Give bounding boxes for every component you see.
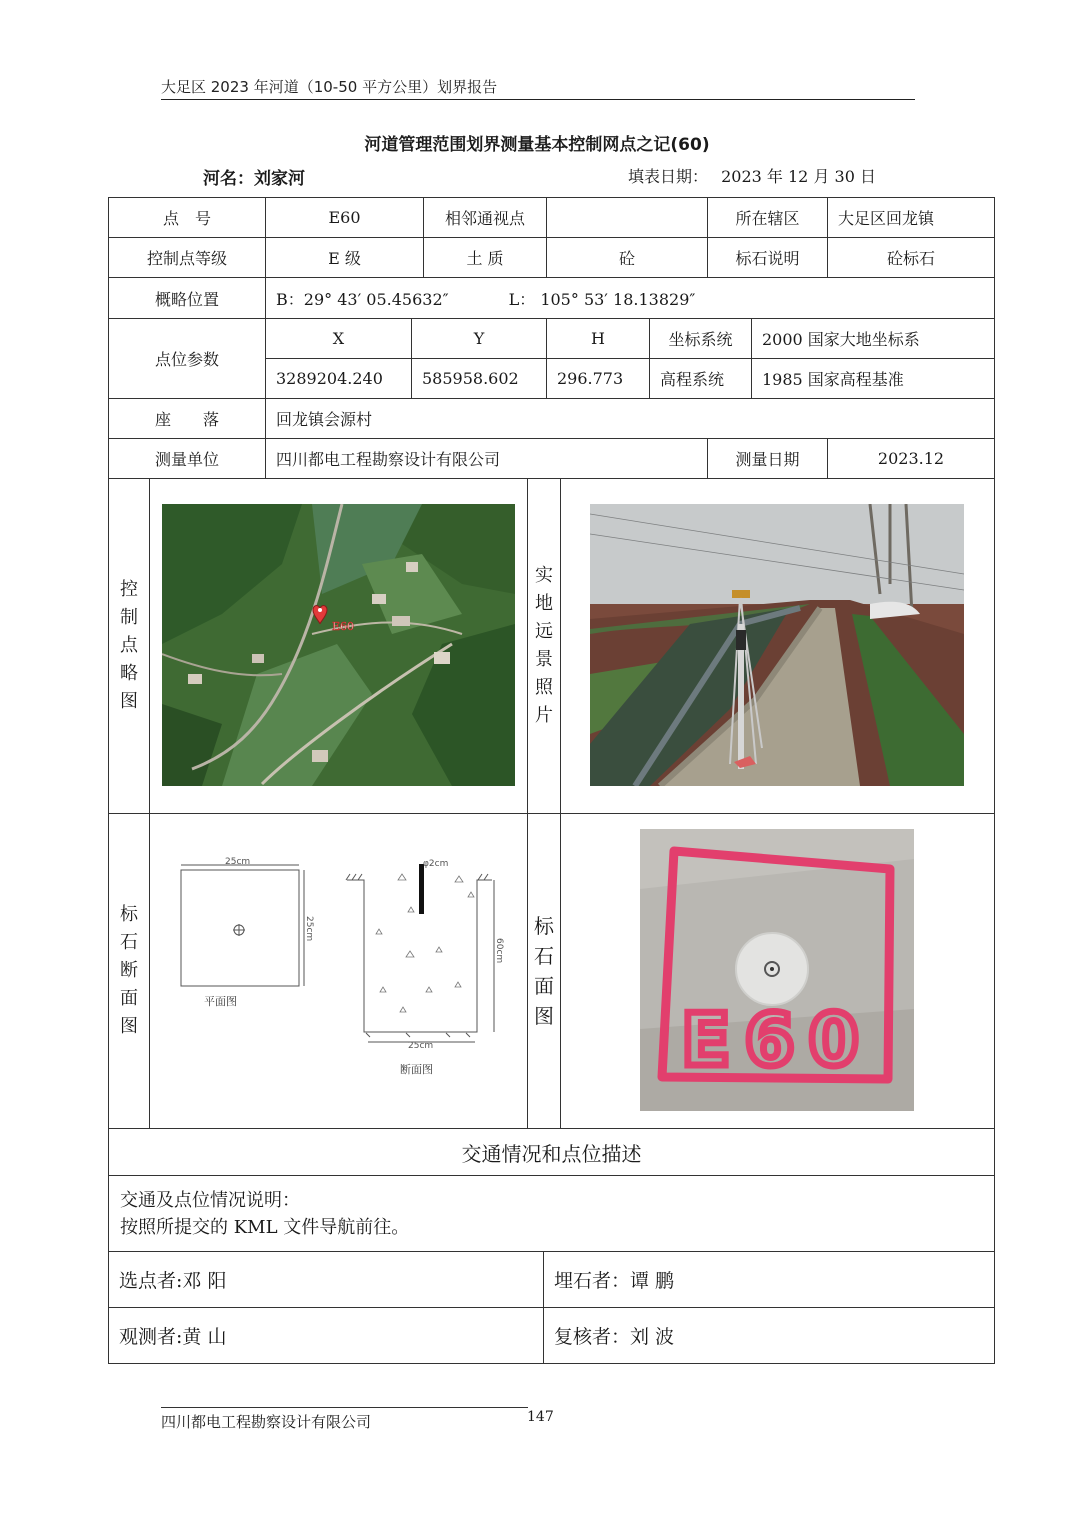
photo-label: 实 地 远 景 照 片 [527,478,561,814]
h-value: 296.773 [546,358,650,399]
x-value: 3289204.240 [265,358,412,399]
fill-date-value: 2023 年 12 月 30 日 [721,167,876,186]
adjacent-value [546,197,708,238]
section-label: 标 石 断 面 图 [108,813,150,1129]
survey-date: 2023.12 [827,438,995,479]
depth-label: 60cm [494,938,504,964]
unit-label: 测量单位 [108,438,266,479]
checker: 复核者：刘 波 [543,1307,995,1364]
stone-section-diagram [170,852,510,1082]
traffic-line-2: 按照所提交的 KML 文件导航前往。 [120,1216,410,1238]
y-value: 585958.602 [411,358,547,399]
soil-label: 土 质 [423,237,547,278]
section-caption: 断面图 [400,1063,433,1076]
longitude: L： 105° 53′ 18.13829″ [508,289,696,309]
page-title: 河道管理范围划界测量基本控制网点之记(60) [364,135,710,155]
approx-label: 概略位置 [108,277,266,319]
h-label: H [546,318,650,359]
height-sys-label: 高程系统 [649,358,752,399]
selector: 选点者:邓 阳 [108,1251,544,1308]
fill-date-label: 填表日期： [628,167,709,186]
footer-company: 四川都电工程勘察设计有限公司 [161,1413,372,1431]
grade: E 级 [265,237,424,278]
point-no: E60 [265,197,424,238]
params-label: 点位参数 [108,318,266,399]
plan-width-label: 25cm [225,857,251,867]
header-rule [161,99,915,100]
point-no-label: 点 号 [108,197,266,238]
y-label: Y [411,318,547,359]
x-label: X [265,318,412,359]
page-header: 大足区 2023 年河道（10-50 平方公里）划界报告 [161,78,498,96]
rod-label: φ2cm [423,859,449,869]
page-number: 147 [527,1409,554,1425]
site-photo [590,504,964,786]
fill-date [628,164,876,187]
district-label: 所在辖区 [707,197,828,238]
date-label: 测量日期 [707,438,828,479]
burier: 埋石者：谭 鹏 [543,1251,995,1308]
location: 回龙镇会源村 [265,398,995,439]
map-marker-label: E60 [332,620,355,633]
marker-label: 标石说明 [707,237,828,278]
observer: 观测者:黄 山 [108,1307,544,1364]
traffic-line-1: 交通及点位情况说明： [120,1189,300,1211]
grade-label: 控制点等级 [108,237,266,278]
coord-sys: 2000 国家大地坐标系 [751,318,995,359]
stone-face-photo [640,829,914,1111]
traffic-heading: 交通情况和点位描述 [108,1128,995,1176]
base-label: 25cm [408,1041,434,1051]
face-label: 标 石 面 图 [527,813,561,1129]
plan-caption: 平面图 [204,995,237,1008]
coord-sys-label: 坐标系统 [649,318,752,359]
sketch-label: 控 制 点 略 图 [108,478,150,814]
river-name: 河名：刘家河 [203,169,305,189]
district: 大足区回龙镇 [827,197,995,238]
footer-rule [161,1407,528,1408]
adjacent-label: 相邻通视点 [423,197,547,238]
marker: 砼标石 [827,237,995,278]
approx-position [265,277,995,319]
traffic-desc [108,1175,995,1252]
survey-unit: 四川都电工程勘察设计有限公司 [265,438,708,479]
location-label: 座 落 [108,398,266,439]
stone-face-text: E60 [681,998,873,1082]
latitude: B：29° 43′ 05.45632″ [276,289,449,309]
plan-height-label: 25cm [304,916,314,942]
soil: 砼 [546,237,708,278]
height-sys: 1985 国家高程基准 [751,358,995,399]
satellite-map [162,504,515,786]
